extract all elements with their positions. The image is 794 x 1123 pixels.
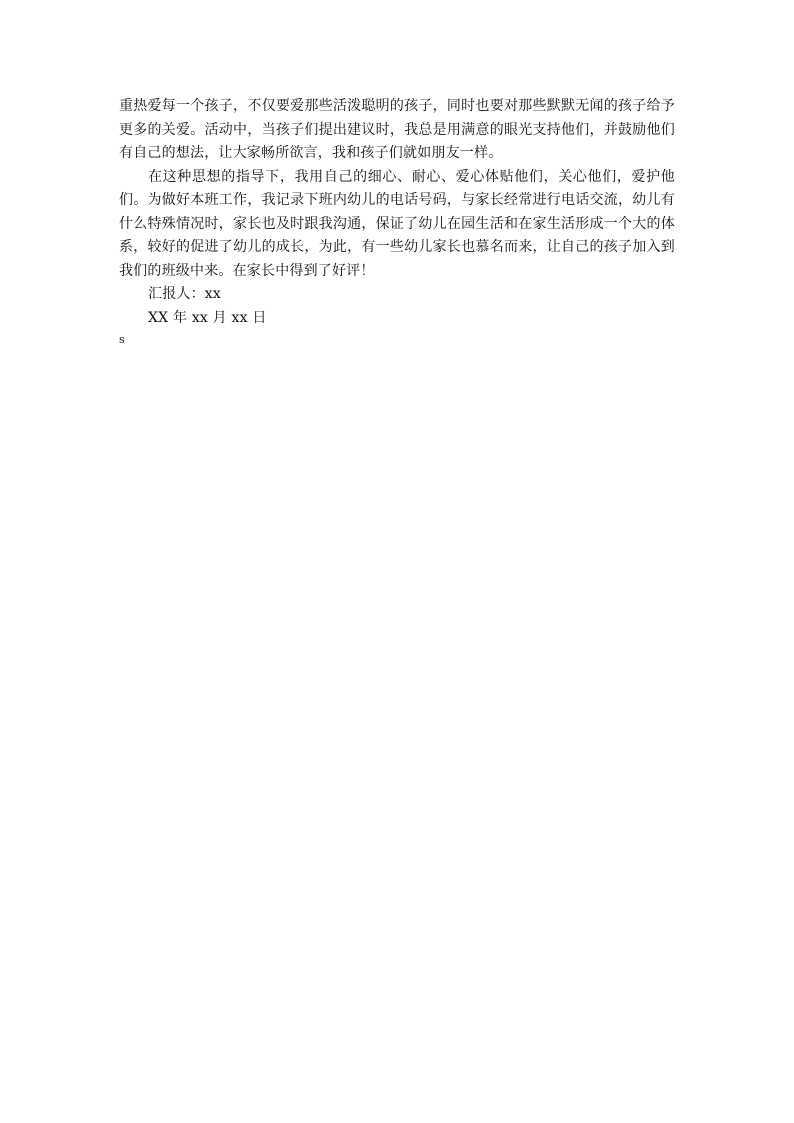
date-line: XX 年 xx 月 xx 日: [148, 309, 267, 326]
document-body: [119, 95, 675, 349]
paragraph-1: 重热爱每一个孩子，不仅要爱那些活泼聪明的孩子，同时也要对那些默默无闻的孩子给予更多的关爱。活动中，当孩子们提出建议时，我总是用满意的眼光支持他们，并鼓励他们有自己的想法，让大家畅所欲言，我和孩子们就如朋友一样。: [119, 98, 675, 161]
trailing-mark: s: [119, 333, 125, 346]
reporter-line: 汇报人：xx: [148, 286, 221, 302]
paragraph-2: 在这种思想的指导下，我用自己的细心、耐心、爱心体贴他们，关心他们，爱护他们。为做好本班工作，我记录下班内幼儿的电话号码，与家长经常进行电话交流，幼儿有什么特殊情况时，家长也及时跟我沟通，保证了幼儿在园生活和在家生活形成一个大的体系，较好的促进了幼儿的成长，为此，有一些幼儿家长也慕名而来，让自己的孩子加入到我们的班级中来。在家长中得到了好评！: [119, 168, 675, 279]
